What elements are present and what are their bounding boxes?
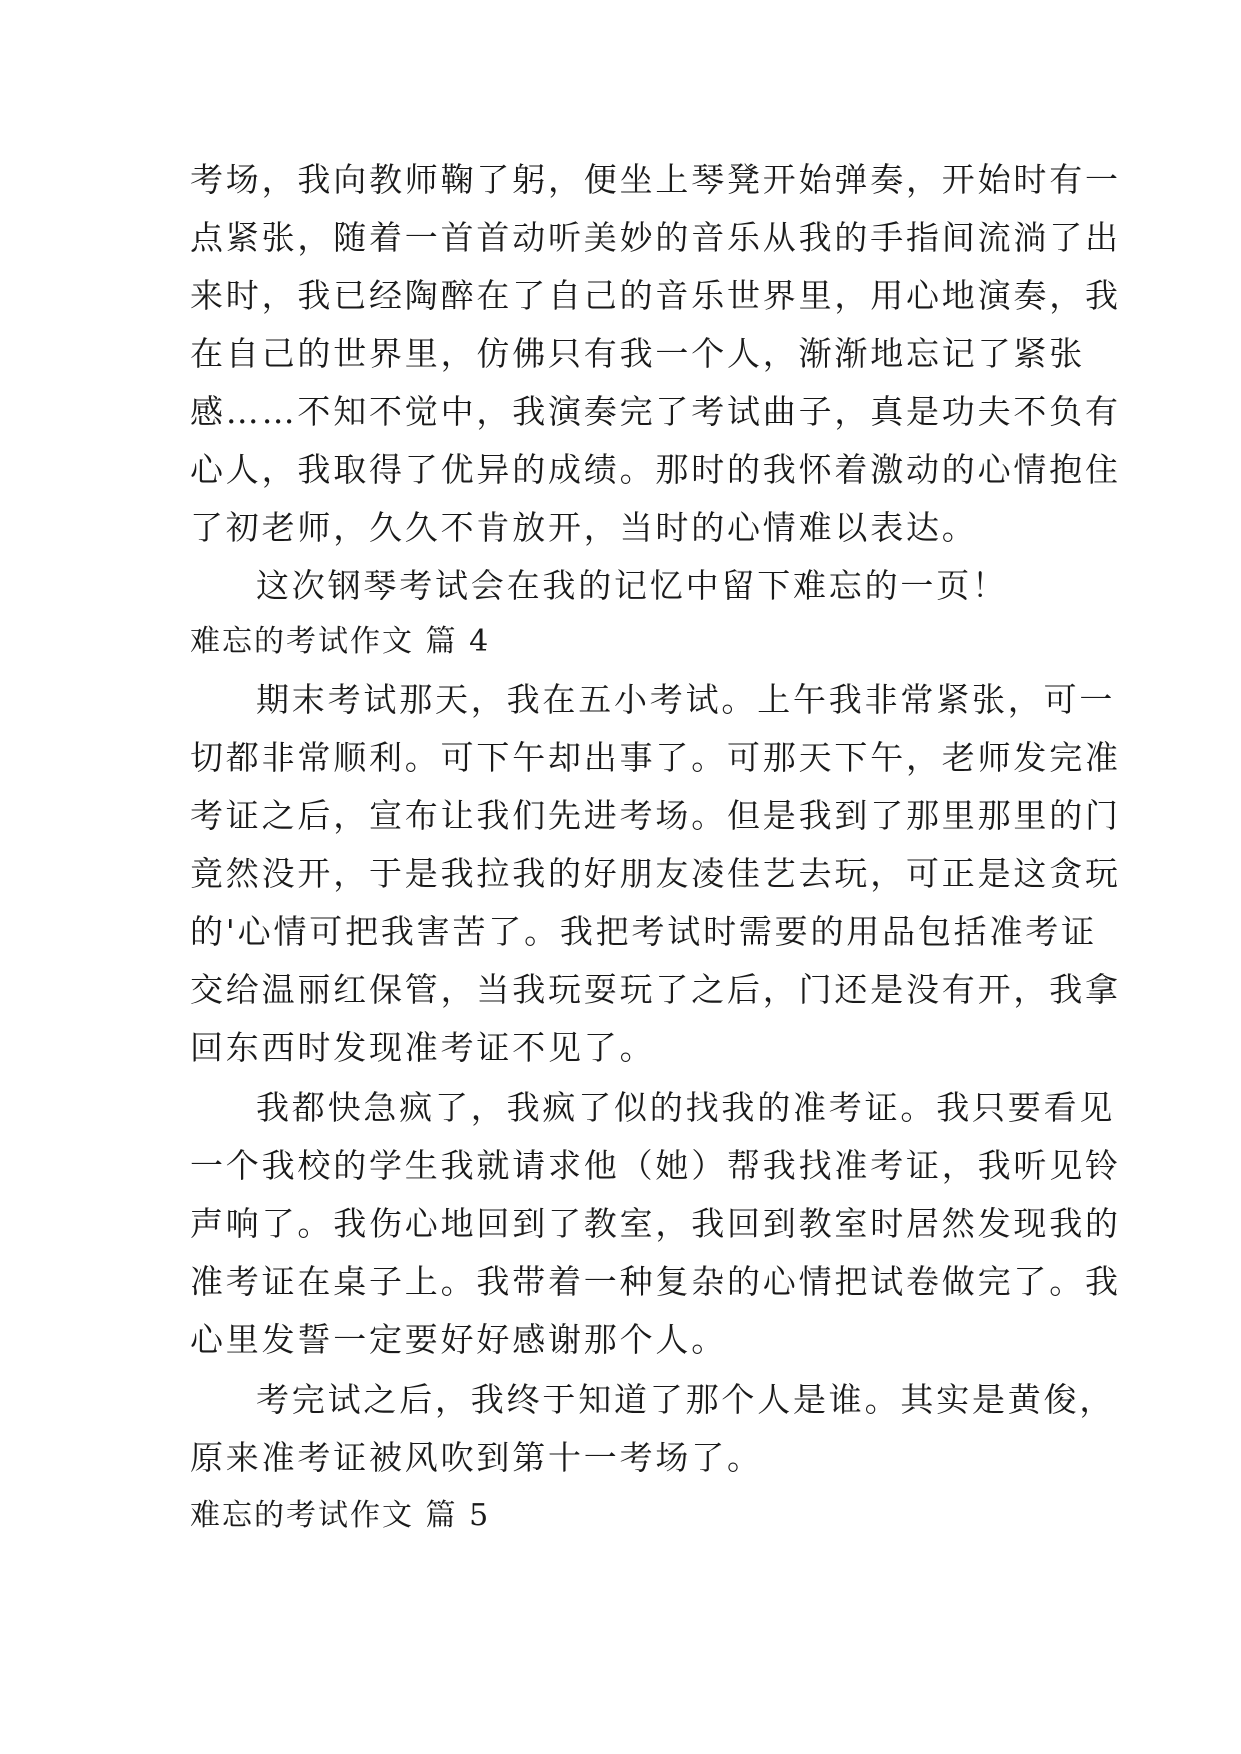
paragraph-line: 了初老师，久久不肯放开，当时的心情难以表达。: [190, 508, 978, 547]
paragraph-line: 考完试之后，我终于知道了那个人是谁。其实是黄俊，: [256, 1380, 1116, 1419]
paragraph-line: 声响了。我伤心地回到了教室，我回到教室时居然发现我的: [190, 1204, 1121, 1243]
paragraph-line: 感……不知不觉中，我演奏完了考试曲子，真是功夫不负有: [190, 392, 1121, 431]
paragraph-line: 的'心情可把我害苦了。我把考试时需要的用品包括准考证: [190, 912, 1097, 951]
paragraph-line: 期末考试那天，我在五小考试。上午我非常紧张，可一: [256, 680, 1116, 719]
paragraph-line: 回东西时发现准考证不见了。: [190, 1028, 656, 1067]
paragraph-line: 这次钢琴考试会在我的记忆中留下难忘的一页！: [256, 566, 1008, 605]
section-heading: 难忘的考试作文 篇 5: [190, 1498, 491, 1533]
paragraph-line: 来时，我已经陶醉在了自己的音乐世界里，用心地演奏，我: [190, 276, 1121, 315]
paragraph-line: 切都非常顺利。可下午却出事了。可那天下午，老师发完准: [190, 738, 1121, 777]
paragraph-line: 交给温丽红保管，当我玩耍玩了之后，门还是没有开，我拿: [190, 970, 1121, 1009]
paragraph-line: 一个我校的学生我就请求他（她）帮我找准考证，我听见铃: [190, 1146, 1121, 1185]
paragraph-line: 竟然没开，于是我拉我的好朋友凌佳艺去玩，可正是这贪玩: [190, 854, 1121, 893]
paragraph-line: 考证之后，宣布让我们先进考场。但是我到了那里那里的门: [190, 796, 1121, 835]
paragraph-line: 原来准考证被风吹到第十一考场了。: [190, 1438, 763, 1477]
paragraph-line: 考场，我向教师鞠了躬，便坐上琴凳开始弹奏，开始时有一: [190, 160, 1121, 199]
paragraph-line: 我都快急疯了，我疯了似的找我的准考证。我只要看见: [256, 1088, 1116, 1127]
paragraph-line: 心人，我取得了优异的成绩。那时的我怀着激动的心情抱住: [190, 450, 1121, 489]
paragraph-line: 心里发誓一定要好好感谢那个人。: [190, 1320, 727, 1359]
section-heading: 难忘的考试作文 篇 4: [190, 624, 491, 659]
paragraph-line: 准考证在桌子上。我带着一种复杂的心情把试卷做完了。我: [190, 1262, 1121, 1301]
paragraph-line: 在自己的世界里，仿佛只有我一个人，渐渐地忘记了紧张: [190, 334, 1085, 373]
paragraph-line: 点紧张，随着一首首动听美妙的音乐从我的手指间流淌了出: [190, 218, 1121, 257]
